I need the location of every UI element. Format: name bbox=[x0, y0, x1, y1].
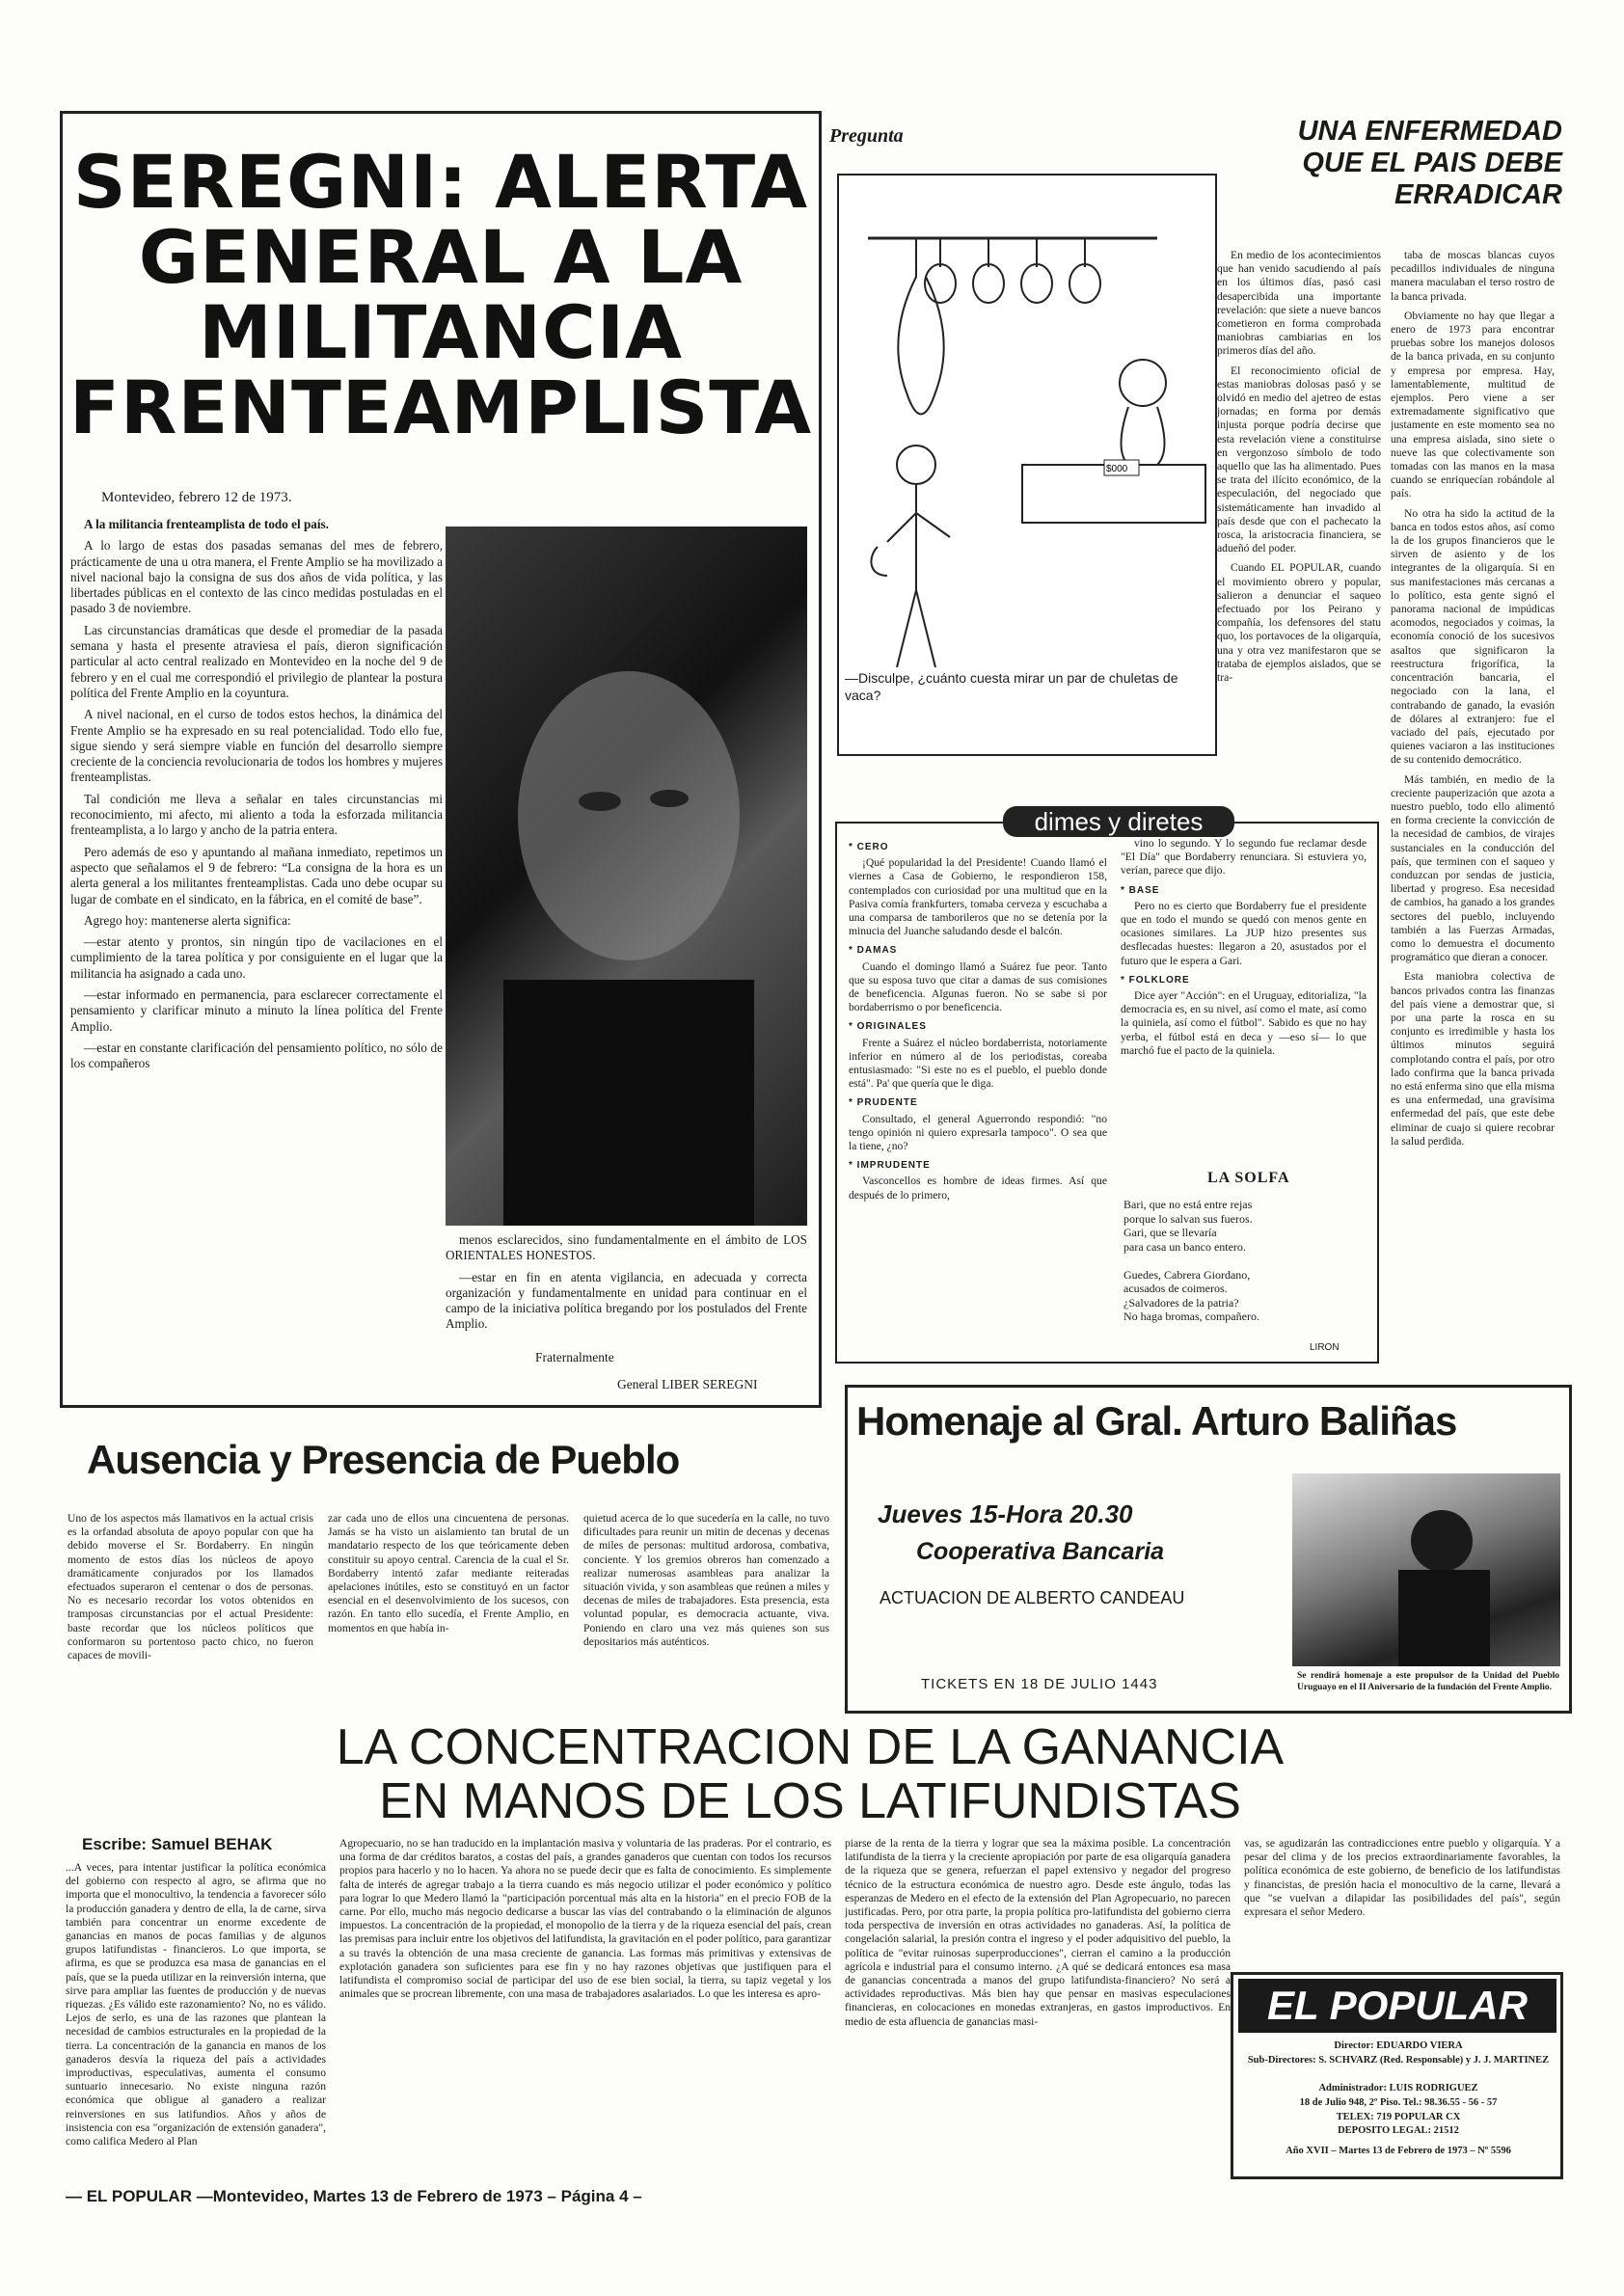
dimes-item-text: Frente a Suárez el núcleo bordaberrista, notoriamente inferior en número al de los periodistas, coreaba entusiasmado: "Si este no es el pueblo, el pueblo donde está". Pa' que quería que le diga. bbox=[849, 1036, 1107, 1091]
masthead-logo: EL POPULAR bbox=[1238, 1979, 1556, 2033]
paragraph: —estar atento y prontos, sin ningún tipo de vacilaciones en el cumplimiento de la tarea política y por consiguiente en el lugar que la militancia ha asignado a cada uno. bbox=[70, 934, 443, 981]
cartoon-frame bbox=[837, 174, 1217, 756]
solfa-author: LIRON bbox=[1310, 1342, 1340, 1353]
solfa-line: Gari, que se llevaría bbox=[1123, 1226, 1217, 1239]
paragraph: A la militancia frenteamplista de todo el país. bbox=[84, 517, 329, 531]
dimes-column-1 bbox=[849, 837, 1107, 1356]
dimes-item-header: * IMPRUDENTE bbox=[849, 1160, 931, 1172]
masthead-telex: TELEX: 719 POPULAR CX bbox=[1336, 2112, 1461, 2122]
speaker-silhouette bbox=[1292, 1473, 1560, 1666]
homenaje-performer: ACTUACION DE ALBERTO CANDEAU bbox=[880, 1588, 1185, 1607]
balinas-photo bbox=[1292, 1473, 1560, 1666]
seregni-column-1 bbox=[70, 517, 443, 1399]
enfermedad-column-2 bbox=[1391, 249, 1555, 1416]
page-footer: — EL POPULAR —Montevideo, Martes 13 de Febrero de 1973 – Página 4 – bbox=[66, 2187, 642, 2205]
seregni-dateline: Montevideo, febrero 12 de 1973. bbox=[101, 490, 292, 505]
homenaje-title: Homenaje al Gral. Arturo Baliñas bbox=[856, 1398, 1457, 1444]
enfermedad-column-1 bbox=[1217, 249, 1381, 784]
paragraph: Agrego hoy: mantenerse alerta significa: bbox=[84, 912, 291, 928]
concentracion-headline-1: LA CONCENTRACION DE LA GANANCIA bbox=[336, 1719, 1285, 1775]
dimes-item-header: * PRUDENTE bbox=[849, 1097, 918, 1109]
homenaje-date: Jueves 15-Hora 20.30 bbox=[878, 1499, 1133, 1528]
paragraph: menos esclarecidos, sino fundamentalmente en el ámbito de LOS ORIENTALES HONESTOS. bbox=[446, 1232, 807, 1263]
dimes-column-2 bbox=[1121, 837, 1367, 1155]
enfermedad-headline: UNA ENFERMEDAD QUE EL PAIS DEBE ERRADICAR bbox=[1297, 116, 1562, 210]
solfa-line: acusados de coimeros. bbox=[1123, 1282, 1228, 1295]
paragraph: taba de moscas blancas cuyos pecadillos individuales de ninguna manera maculaban el terso rostro de la banca privada. bbox=[1391, 249, 1555, 303]
seregni-column-2 bbox=[446, 1232, 807, 1377]
solfa-line: Bari, que no está entre rejas bbox=[1123, 1198, 1253, 1211]
seregni-closing: Fraternalmente bbox=[535, 1350, 614, 1364]
paragraph: Pero además de eso y apuntando al mañana inmediato, repetimos un aspecto que señalamos el 9 de febrero: “La consigna de la hora es un alerta general a los militantes frenteamplistas. Cada uno debe ocupar su lugar de combate en el sindicato, en la fábrica, en el comité de base”. bbox=[70, 844, 443, 906]
balinas-photo-caption: Se rendirá homenaje a este propulsor de la Unidad del Pueblo Uruguayo en el II Aniversario de la fundación del Frente Amplio. bbox=[1297, 1671, 1559, 1692]
dimes-item-header: * BASE bbox=[1121, 884, 1160, 896]
paragraph: Esta maniobra colectiva de bancos privados contra las finanzas del país viene a demostrar que, si por una parte la rosca en su conjunto es irredimible y hasta los últimos minutos seguirá complotando contra el país, por otro lado confirma que la banca privada no está enferma sino que ella misma es una enfermedad, una gravísima enfermedad del país, que este debe eliminar de cuajo si quiere recobrar la salud perdida. bbox=[1391, 970, 1555, 1148]
dimes-item-text: ¡Qué popularidad la del Presidente! Cuando llamó el viernes a Casa de Gobierno, le respondieron 158, contemplados con curiosidad por una multitud que en la Pasiva comía frankfurters, tomaba cerveza y escuchaba a una comparsa de tamborileros que no se detenía por la minucia del Juanche saludando desde el balcón. bbox=[849, 856, 1107, 938]
solfa-line: Guedes, Cabrera Giordano, bbox=[1123, 1267, 1251, 1282]
solfa-line: No haga bromas, compañero. bbox=[1123, 1310, 1259, 1323]
masthead-address: 18 de Julio 948, 2º Piso. Tel.: 98.36.55 - 56 - 57 bbox=[1299, 2097, 1498, 2108]
dimes-item-header: * ORIGINALES bbox=[849, 1021, 927, 1033]
dimes-item-text: Dice ayer "Acción": en el Uruguay, editorializa, "la democracia es, en su nivel, así como el mate, así como la quiniela, así como el fútbol". Sabido es que no hay yerba, el fútbol está en deca y —eso sí— lo que marchó fue el pacto de la quiniela. bbox=[1121, 989, 1367, 1057]
concentracion-column-2: Agropecuario, no se han traducido en la implantación masiva y voluntaria de las praderas. Por el contrario, es una forma de dar créditos baratos, a costas del país, a grandes ganaderos que cuentan con todos los recursos propios para hacerlo y no lo hacen. Ya ahora no se puede decir que es falta de conocimiento. Es simplemente falta de interés de agregar trabajo a la tierra cuando es más negocio utilizar el poder económico y político para lograr lo que Medero llamó la "participación porcentual más alta en la historia" en el precio FOB de la carne. Por ello, mucho más negocio dedicarse a buscar las vías del contrabando o la eliminación de algunos impuestos. La concentración de la propiedad, el monopolio de la tierra y de la riqueza esencial del país, crean las premisas para incluir entre los objetivos del latifundista, la gravitación en el poder político, para garantizar a su través la obtención de una masa creciente de ganancia. Las formas más primitivas y extensivas de explotación ganadera son suficientes para ese fin y no hay razones objetivas que justifiquen para el latifundista el compromiso social de participar del uso de ese bien social, la tierra, su tapiz vegetal y los animales que se procrean libremente, con una masa de trabajadores asalariados. Lo que les interesa es apro- bbox=[339, 1837, 831, 2001]
dimes-item-header: * DAMAS bbox=[849, 945, 898, 957]
concentracion-headline-2: EN MANOS DE LOS LATIFUNDISTAS bbox=[379, 1773, 1241, 1829]
paragraph: —estar en fin en atenta vigilancia, en adecuada y correcta organización y fundamentalmente en unidad para continuar en el campo de la iniciativa política bregando por los postulados del Frente Amplio. bbox=[446, 1269, 807, 1332]
seregni-headline: SEREGNI: ALERTA GENERAL A LA MILITANCIA FRENTEAMPLISTA bbox=[69, 139, 813, 450]
concentracion-byline: Escribe: Samuel BEHAK bbox=[82, 1835, 273, 1853]
paragraph: Cuando EL POPULAR, cuando el movimiento obrero y popular, salieron a denunciar el saqueo efectuado por los Peirano y compañía, los defensores del statu quo, los portavoces de la oligarquía, una y otra vez manifestaron que se trataba de ejemplos aislados, que se tra- bbox=[1217, 561, 1381, 685]
ausencia-column-3: quietud acerca de lo que sucedería en la calle, no tuvo dificultades para reunir un mitin de decenas y decenas de miles de personas: multitud ardorosa, combativa, conciente. Y los gremios obreros han comenzado a realizar numerosas asambleas para analizar la situación vivida, y son asambleas que reúnen a miles y decenas de miles de trabajadores. Esta presencia, esta voluntad popular, es democracia actuante, viva. Poniendo en claro una vez más quienes son sus depositarios más auténticos. bbox=[583, 1512, 829, 1648]
paragraph: Obviamente no hay que llegar a enero de 1973 para encontrar pruebas sobre los manejos dolosos de la banca privada, en su conjunto y empresa por empresa. Hay, lamentablemente, multitud de ejemplos. Pero viene a ser extremadamente significativo que justamente en este momento sea no una empresa aislada, sino siete o nueve las que colectivamente son tomadas con las manos en la masa cuando se enriquecían robándole al país. bbox=[1391, 309, 1555, 500]
homenaje-tickets: TICKETS EN 18 DE JULIO 1443 bbox=[921, 1676, 1158, 1692]
paragraph: El reconocimiento oficial de estas maniobras dolosas pasó y se olvidó en medio del ajetreo de estas jornadas; en forma por demás injusta porque podría decirse que esta revelación viene a constituirse en vergonzoso símbolo de todo aquello que las ha alimentado. Pues se trata del ilícito económico, de la especulación, del negociado que sistemáticamente han invadido al país desde que con el pachecato la rosca, la aristocracia financiera, se adueñó del poder. bbox=[1217, 364, 1381, 555]
ausencia-headline: Ausencia y Presencia de Pueblo bbox=[87, 1437, 680, 1482]
masthead-subdirectores: Sub-Directores: S. SCHVARZ (Red. Responsable) y J. J. MARTINEZ bbox=[1247, 2055, 1550, 2066]
dimes-item-header: * FOLKLORE bbox=[1121, 974, 1190, 986]
paragraph: A nivel nacional, en el curso de todos estos hechos, la dinámica del Frente Amplio se ha expresado en su real potencialidad. Todo ello fue, sigue siendo y será siempre viable en función del desarrollo siempre creciente de la conciencia revolucionaria de todos los hombres y mujeres frenteamplistas. bbox=[70, 707, 443, 785]
paragraph: Las circunstancias dramáticas que desde el promediar de la pasada semana y hasta el presente atraviesa el país, dieron significación particular al acto central realizado en Montevideo en la noche del 9 de febrero y en el cual me correspondió el privilegio de plantear la postura política del Frente Amplio en la coyuntura. bbox=[70, 622, 443, 700]
seregni-portrait-photo bbox=[446, 527, 807, 1226]
paragraph: —estar en constante clarificación del pensamiento político, no sólo de los compañeros bbox=[70, 1040, 443, 1071]
dimes-item-text: Cuando el domingo llamó a Suárez fue peor. Tanto que su esposa tuvo que citar a damas de sus comisiones de beneficencia. Algunas fueron. No se sabe si por bordaberrismo o por beneficencia. bbox=[849, 959, 1107, 1014]
masthead-administrador: Administrador: LUIS RODRIGUEZ bbox=[1318, 2083, 1478, 2093]
dimes-item-header: * CERO bbox=[849, 842, 889, 852]
solfa-line bbox=[1123, 1254, 1365, 1268]
concentracion-column-3: piarse de la renta de la tierra y lograr que sea la máxima posible. La concentración latifundista de la tierra y la creciente apropiación por parte de esa oligarquía ganadera de la riqueza que se genera, refuerzan el papel extensivo y negador del progreso técnico de la estructura económica de nuestro agro. Desde este ángulo, todas las esperanzas de Medero en el efecto de la extensión del Plan Agropecuario, no parecen justificadas. Pero, por otra parte, la propia política pro-latifundista del gobierno cierra toda perspectiva de inversión en otras actividades no ganaderas. Así, la política de congelación salarial, la presión contra el ingreso y el poder adquisitivo del pueblo, la política de "evitar ruinosas superproducciones", cierran el camino a la producción agrícola e industrial para el consumo interno. ¿A qué se dedicará entonces esa masa de ganancias concentrada a manos del grupo latifundista-financiero? No será a actividades reproductivas. Más bien hay que pensar en masivas especulaciones financieras, en colocaciones en monedas extranjeras, en gastos improductivos. En medio de esta afluencia de ganancias masi- bbox=[845, 1837, 1231, 2028]
paragraph: No otra ha sido la actitud de la banca en todos estos años, así como la de los grupos financieros que le sirven de asiento y de los integrantes de la oligarquía. Si en sus manifestaciones más cercanas a lo político, esta gente signó el panorama nacional de impúdicas acomodos, negociados y coimas, la economía conoció de los sucesivos asaltos que significaron la reestructura frigorífica, la concentración bancaria, el negociado con la lana, el contrabando de ganado, la evasión de dólares al extranjero: fue el vaciado del país, ejecutado por quienes vaciaron a las instituciones de su contenido democrático. bbox=[1391, 506, 1555, 767]
masthead-deposito: DEPOSITO LEGAL: 21512 bbox=[1338, 2125, 1459, 2136]
ausencia-column-2: zar cada uno de ellos una cincuentena de personas. Jamás se ha visto un aislamiento tan brutal de un mandatario respecto de los que teóricamente deben constituir su apoyo central. Carencia de la cual el Sr. Bordaberry intentó zafar mediante reiteradas apelaciones inútiles, esto se constituyó en un factor esencial en el desenvolvimiento de los sucesos, con razón. En tanto ello sucedía, el Frente Amplio, en momentos en que había in- bbox=[328, 1512, 569, 1634]
homenaje-venue: Cooperativa Bancaria bbox=[916, 1538, 1165, 1565]
concentracion-column-1: ...A veces, para intentar justificar la política económica del gobierno con respecto al agro, se afirma que no importa que el monocultivo, la tendencia a favorecer sólo la producción ganadera y dentro de ella, la de carne, sirva también para concentrar un enorme excedente de ganancias en manos de pocas familias y de algunos grupos latifundistas - financieros. Lo que importa, se afirma, es que se produzca esa masa de ganancias en el país, que se la pueda utilizar en la reinversión interna, que sirve para ampliar las fuentes de producción y de nuevas riquezas. ¿Es válido este razonamiento? No, no es válido. Lejos de serlo, es una de las razones que plantean la necesidad de cambios estructurales en la propiedad de la tierra. La concentración de la ganancia en manos de los ganaderos desvía la riqueza del país a actividades improductivas, especulativas, aumenta el consumo suntuario innecesario. No existe ninguna razón económica que obligue al ganadero a realizar reinversiones en sus latifundios. Años y años de insistencia con esa "organización de extensión ganadera", como califica Medero al Plan bbox=[66, 1861, 326, 2148]
masthead-issue: Año XVII – Martes 13 de Febrero de 1973 – Nº 5596 bbox=[1286, 2146, 1511, 2156]
cartoon-label: Pregunta bbox=[829, 125, 904, 147]
portrait-silhouette bbox=[446, 527, 807, 1226]
dimes-item-text: vino lo segundo. Y lo segundo fue reclamar desde "El Día" que Bordaberry renunciara. Si estuviera yo, verían, parece que dijo. bbox=[1121, 837, 1367, 878]
masthead-director: Director: EDUARDO VIERA bbox=[1334, 2040, 1463, 2051]
paragraph: Tal condición me lleva a señalar en tales circunstancias mi reconocimiento, mi afecto, mi aliento a toda la esforzada militancia frenteamplista, a lo largo y ancho de la patria entera. bbox=[70, 791, 443, 838]
cartoon-caption: —Disculpe, ¿cuánto cuesta mirar un par de chuletas de vaca? bbox=[845, 670, 1178, 703]
paragraph: —estar informado en permanencia, para esclarecer correctamente el pensamiento y clarificar minuto a minuto la línea política del Frente Amplio. bbox=[70, 987, 443, 1034]
paragraph: Más también, en medio de la creciente pauperización que azota a nuestro pueblo, todo ello alimentó en forma creciente la convicción de la necesidad de cambios, de virajes sustanciales en la conducción del país, que terminen con el saqueo y conduzcan por sendas de justicia, libertad y progreso. Esa necesidad de cambios, ha ganado a los grandes sectores del pueblo, incluyendo también a las Fuerzas Armadas, como lo demuestra el documento programático que dieran a conocer. bbox=[1391, 772, 1555, 964]
dimes-title: dimes y diretes bbox=[1003, 806, 1234, 837]
solfa-poem bbox=[1123, 1198, 1365, 1324]
ausencia-column-1: Uno de los aspectos más llamativos en la actual crisis es la orfandad absoluta de apoyo popular con que ha debido moverse el Sr. Bordaberry. En ningún momento de estos días los núcleos de apoyo dramáticamente conjurados por los llamados efectuados superaron el centenar o dos de personas. No es necesario recordar los votos obtenidos en tramposas circunstancias por el actual Presidente: baste recordar que los núcleos políticos que conformaron su portentoso pacto chico, no fueron capaces de movili- bbox=[68, 1512, 313, 1662]
paragraph: A lo largo de estas dos pasadas semanas del mes de febrero, prácticamente de una u otra manera, el Frente Amplio se ha movilizado a nivel nacional bajo la consigna de sus dos años de vida política, y las libertades públicas en el contexto de las cinco medidas postuladas en el pasado 3 de noviembre. bbox=[70, 538, 443, 616]
butcher-cartoon-drawing bbox=[839, 176, 1215, 754]
dimes-item-text: Consultado, el general Aguerrondo respondió: "no tengo opinión ni quiero expresarla tampoco". O sea que la tiene, ¿no? bbox=[849, 1112, 1107, 1153]
solfa-line: porque lo salvan sus fueros. bbox=[1123, 1211, 1253, 1226]
paragraph: En medio de los acontecimientos que han venido sacudiendo al país en los últimos días, pasó casi desapercibida una importante revelación: que siete a nueve bancos cometieron en forma comprobada maniobras cambiarias en los primeros días del año. bbox=[1217, 249, 1381, 358]
cartoon-price-tag: $000 bbox=[1106, 464, 1128, 474]
dimes-item-text: Pero no es cierto que Bordaberry fue el presidente que en todo el mundo se quedó con menos gente en ocasiones similares. La JUP hizo presentes sus desflecadas huestes: llegaron a 20, asustados por el futuro que le espera a Gari. bbox=[1121, 899, 1367, 967]
solfa-title: LA SOLFA bbox=[1207, 1170, 1290, 1186]
solfa-line: ¿Salvadores de la patria? bbox=[1123, 1295, 1239, 1310]
concentracion-column-4: vas, se agudizarán las contradicciones entre pueblo y oligarquía. Y a pesar del clima y de los precios extraordinariamente favorables, la política económica de este gobierno, de beneficio de los latifundistas y financistas, de presión hacia el monocultivo de la carne, llevará a que "se vuelvan a dilapidar las posibilidades del país", según expresara el señor Medero. bbox=[1244, 1837, 1560, 1919]
seregni-signature: General LIBER SEREGNI bbox=[617, 1377, 758, 1391]
solfa-line: para casa un banco entero. bbox=[1123, 1239, 1246, 1254]
dimes-item-text: Vasconcellos es hombre de ideas firmes. Así que después de lo primero, bbox=[849, 1175, 1107, 1202]
